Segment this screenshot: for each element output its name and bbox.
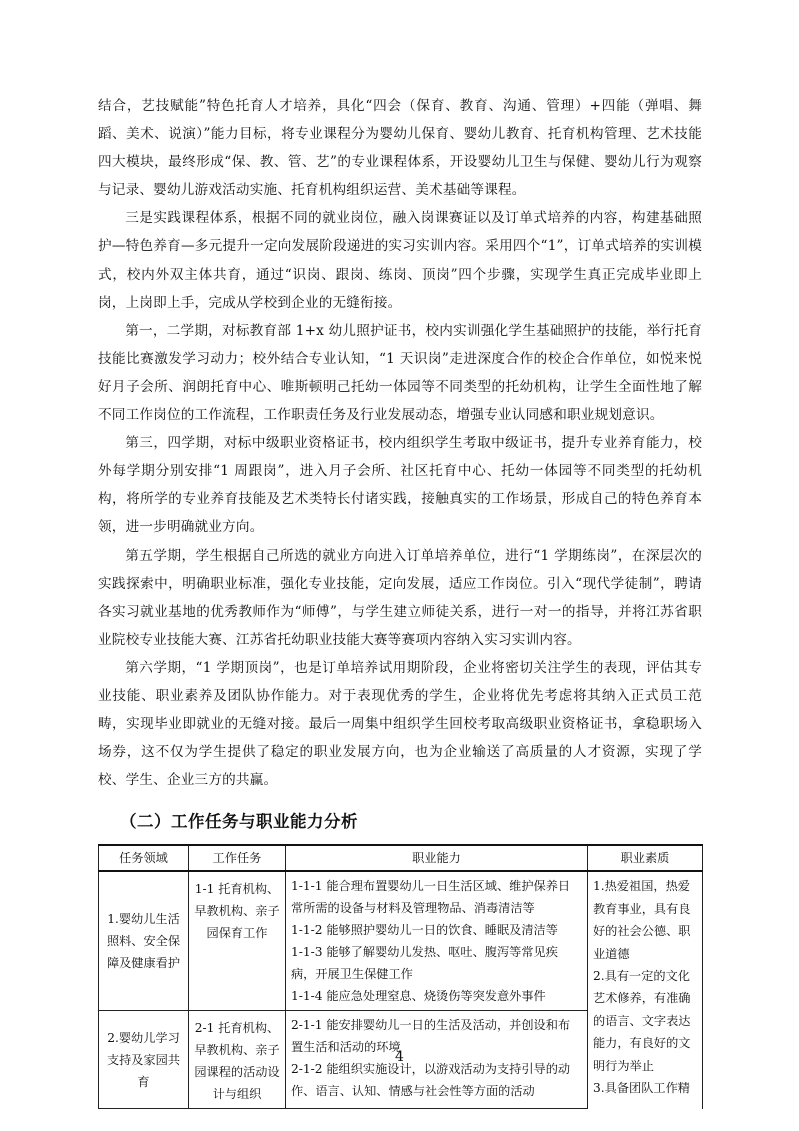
work-task-cell: 2-1 托育机构、早教机构、亲子园课程的活动设计与组织 xyxy=(189,1011,286,1109)
section-heading: （二）工作任务与职业能力分析 xyxy=(120,812,358,832)
ability-item: 1-1-3 能够了解婴幼儿发热、呕吐、腹泻等常见疾病，开展卫生保健工作 xyxy=(291,945,558,982)
ability-item: 2-1-2 能组织实施设计，以游戏活动为支持引导的动作、语言、认知、情感与社会性等方面的活动 xyxy=(291,1062,571,1099)
column-header: 任务领域 xyxy=(99,845,189,871)
document-body xyxy=(98,92,702,1109)
task-field-cell: 2.婴幼儿学习支持及家园共育 xyxy=(99,1011,189,1109)
ability-item: 1-1-1 能合理布置婴幼儿一日生活区域、维护保养日常所需的设备与材料及管理物品、消毒清洁等 xyxy=(291,879,571,916)
table-header-row xyxy=(99,845,703,871)
paragraph: 第三，四学期，对标中级职业资格证书，校内组织学生考取中级证书，提升专业养育能力，校外每学期分别安排“1 周跟岗”，进入月子会所、社区托育中心、托幼一体园等不同类型的托幼机构，将所学的专业养育技能及艺术类特长付诸实践，接触真实的工作场景，形成自己的特色养育本领，进一步明确就业方向。 xyxy=(98,435,702,536)
paragraph: 三是实践课程体系，根据不同的就业岗位，融入岗课赛证以及订单式培养的内容，构建基础照护—特色养育—多元提升一定向发展阶段递进的实习实训内容。采用四个“1”，订单式培养的实训模式，校内外双主体共育，通过“识岗、跟岗、练岗、顶岗”四个步骤，实现学生真正完成毕业即上岗，上岗即上手，完成从学校到企业的无缝衔接。 xyxy=(98,210,702,311)
column-header: 工作任务 xyxy=(189,845,286,871)
quality-cell: 1.热爱祖国，热爱教育事业，具有良好的社会公德、职业道德 2.具有一定的文化艺术修养，有准确的语言、文字表达能力，有良好的文明行为举止 3.具备团队工作精 xyxy=(588,871,703,1109)
paragraph: 第一，二学期，对标教育部 1+x 幼儿照护证书，校内实训强化学生基础照护的技能，举行托育技能比赛激发学习动力；校外结合专业认知，“1 天识岗”走进深度合作的校企合作单位，如悦来悦好月子会所、润朗托育中心、唯斯顿明己托幼一体园等不同类型的托幼机构，让学生全面性地了解不同工作岗位的工作流程，工作职责任务及行业发展动态，增强专业认同感和职业规划意识。 xyxy=(98,322,702,424)
table-row xyxy=(99,871,703,1011)
paragraph: 第六学期，“1 学期顶岗”，也是订单培养试用期阶段，企业将密切关注学生的表现，评估其专业技能、职业素养及团队协作能力。对于表现优秀的学生，企业将优先考虑将其纳入正式员工范畴，实现毕业即就业的无缝对接。最后一周集中组织学生回校考取高级职业资格证书，拿稳职场入场券，这不仅为学生提供了稳定的职业发展方向，也为企业输送了高质量的人才资源，实现了学校、学生、企业三方的共赢。 xyxy=(98,659,702,789)
ability-item: 2-1-1 能安排婴幼儿一日的生活及活动，并创设和布置生活和活动的环境 xyxy=(291,1018,571,1055)
ability-item: 1-1-2 能够照护婴幼儿一日的饮食、睡眠及清洁等 xyxy=(291,923,558,938)
ability-item: 1-1-4 能应急处理窒息、烧烫伤等突发意外事件 xyxy=(291,989,546,1004)
column-header: 职业能力 xyxy=(286,845,588,871)
paragraph: 结合，艺技赋能”特色托育人才培养，具化“四会（保育、教育、沟通、管理）+四能（弹唱、舞蹈、美术、说演）”能力目标，将专业课程分为婴幼儿保育、婴幼儿教育、托育机构管理、艺术技能四大模块，最终形成“保、教、管、艺”的专业课程体系，开设婴幼儿卫生与保健、婴幼儿行为观察与记录、婴幼儿游戏活动实施、托育机构组织运营、美术基础等课程。 xyxy=(98,98,702,199)
column-header: 职业素质 xyxy=(588,845,703,871)
task-field-cell: 1.婴幼儿生活照料、安全保障及健康看护 xyxy=(99,871,189,1011)
page-number: 4 xyxy=(395,1049,404,1065)
ability-cell xyxy=(286,871,588,1011)
task-ability-table xyxy=(98,844,703,1109)
work-task-cell: 1-1 托育机构、早教机构、亲子园保育工作 xyxy=(189,871,286,1011)
paragraph: 第五学期，学生根据自己所选的就业方向进入订单培养单位，进行“1 学期练岗”，在深层次的实践探索中，明确职业标准，强化专业技能，定向发展，适应工作岗位。引入“现代学徒制”，聘请各实习就业基地的优秀教师作为“师傅”，与学生建立师徒关系，进行一对一的指导，并将江苏省职业院校专业技能大赛、江苏省托幼职业技能大赛等赛项内容纳入实习实训内容。 xyxy=(98,547,702,648)
